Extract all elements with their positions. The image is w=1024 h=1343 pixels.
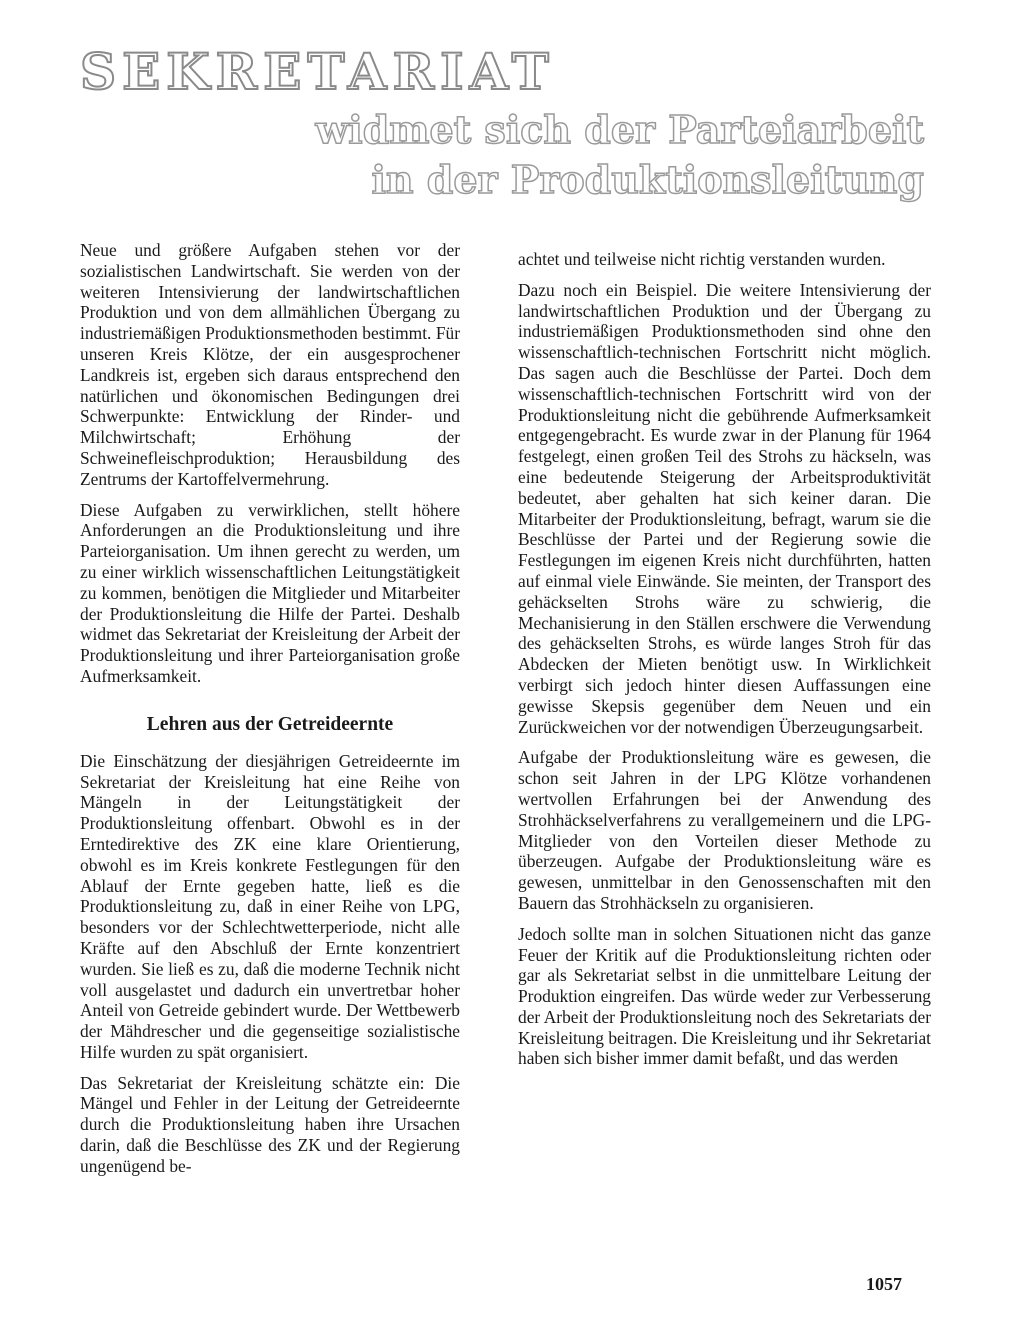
- paragraph: Neue und größere Aufgaben stehen vor der sozialistischen Landwirtschaft. Sie werden von der weiteren Intensivierung der landwirtschaftlichen Produktion und von dem allmählichen Übergang zu industriemäßigen Produktionsmethoden bestimmt. Für unseren Kreis Klötze, der ein ausgesprochener Landkreis ist, ergeben sich daraus entsprechend den natürlichen und ökonomischen Bedingungen drei Schwerpunkte: Entwicklung der Rinder- und Milchwirtschaft; Erhöhung der Schweinefleischproduktion; Herausbildung des Zentrums der Kartoffelvermehrung.: [80, 240, 460, 489]
- paragraph: Das Sekretariat der Kreisleitung schätzte ein: Die Mängel und Fehler in der Leitung der Getreideernte durch die Produktionsleitung haben ihre Ursachen darin, daß die Beschlüsse des ZK und der Regierung ungenügend be-: [80, 1072, 460, 1176]
- paragraph: Dazu noch ein Beispiel. Die weitere Intensivierung der landwirtschaftlichen Produktion und der Übergang zu industriemäßigen Produktionsmethoden sind ohne den wissenschaftlich-technischen Fortschritt nicht möglich. Das sagen auch die Beschlüsse der Partei. Doch dem wissenschaftlich-technischen Fortschritt wird von der Produktionsleitung nicht die gebührende Aufmerksamkeit entgegengebracht. Es wurde zwar in der Planung für 1964 festgelegt, einen großen Teil des Strohs zu häckseln, was eine bedeutende Steigerung der Arbeitsproduktivität bedeutet, aber gehalten hat sich keiner daran. Die Mitarbeiter der Produktionsleitung, befragt, warum sie die Beschlüsse der Partei und der Regierung sowie die Festlegungen im eigenen Kreis nicht durchführten, hatten auf einmal viele Einwände. Sie meinten, der Transport des gehäckselten Strohs wäre zu schwierig, die Mechanisierung in den Ställen erschwere die Verwendung des gehäckselten Strohs, es würde langes Stroh für das Abdecken der Mieten benötigt usw. In Wirklichkeit verbirgt sich jedoch hinter diesen Auffassungen eine gewisse Skepsis gegenüber dem Neuen und ein Zurückweichen vor der notwendigen Überzeugungsarbeit.: [518, 279, 931, 737]
- headline-subtitle-line-1: widmet sich der Parteiarbeit: [315, 107, 924, 152]
- left-column: [80, 240, 460, 1187]
- right-column: [518, 249, 931, 1079]
- paragraph: Jedoch sollte man in solchen Situationen nicht das ganze Feuer der Kritik auf die Produktionsleitung richten oder gar als Sekretariat selbst in die unmittelbare Leitung der Produktion eingreifen. Das würde weder zur Verbesserung der Arbeit der Produktionsleitung noch des Sekretariats der Kreisleitung beitragen. Die Kreisleitung und ihr Sekretariat haben sich bisher immer damit befaßt, und das werden: [518, 923, 931, 1069]
- headline-subtitle: [316, 105, 924, 205]
- paragraph: Die Einschätzung der diesjährigen Getreideernte im Sekretariat der Kreisleitung hat eine Reihe von Mängeln in der Leitungstätigkeit der Produktionsleitung offenbart. Obwohl es in der Erntedirektive des ZK eine klare Orientierung, obwohl es im Kreis konkrete Festlegungen für den Ablauf der Ernte gegeben hatte, ließ es die Produktionsleitung zu, daß in einer Reihe von LPG, besonders vor der Schlechtwetterperiode, nicht alle Kräfte auf den Abschluß der Ernte konzentriert wurden. Sie ließ es zu, daß die moderne Technik nicht voll ausgelastet und dadurch ein unvertretbar hoher Anteil von Getreide gebindert wurde. Der Wettbewerb der Mähdrescher und die gegenseitige sozialistische Hilfe wurden zu spät organisiert.: [80, 750, 460, 1062]
- headline-main: SEKRETARIAT: [80, 42, 555, 101]
- paragraph: Diese Aufgaben zu verwirklichen, stellt höhere Anforderungen an die Produktionsleitung und ihre Parteiorganisation. Um ihnen gerecht zu werden, um zu einer wirklich wissenschaftlichen Leitungstätigkeit zu kommen, benötigen die Mitglieder und Mitarbeiter der Produktionsleitung die Hilfe der Partei. Deshalb widmet das Sekretariat der Kreisleitung der Arbeit der Produktionsleitung und ihrer Parteiorganisation große Aufmerksamkeit.: [80, 499, 460, 686]
- section-heading: Lehren aus der Getreideernte: [146, 713, 394, 735]
- page-number: 1057: [866, 1274, 902, 1294]
- paragraph: Aufgabe der Produktionsleitung wäre es gewesen, die schon seit Jahren in der LPG Klötze vorhandenen wertvollen Erfahrungen bei der Anwendung des Strohhäckselverfahrens zu verallgemeinern und die LPG-Mitglieder von den Vorteilen dieser Methode zu überzeugen. Aufgabe der Produktionsleitung wäre es gewesen, unmittelbar in den Genossenschaften mit den Bauern das Strohhäckseln zu organisieren.: [518, 747, 931, 913]
- headline-subtitle-line-2: in der Produktionsleitung: [371, 157, 924, 202]
- paragraph: achtet und teilweise nicht richtig verstanden wurden.: [518, 249, 886, 269]
